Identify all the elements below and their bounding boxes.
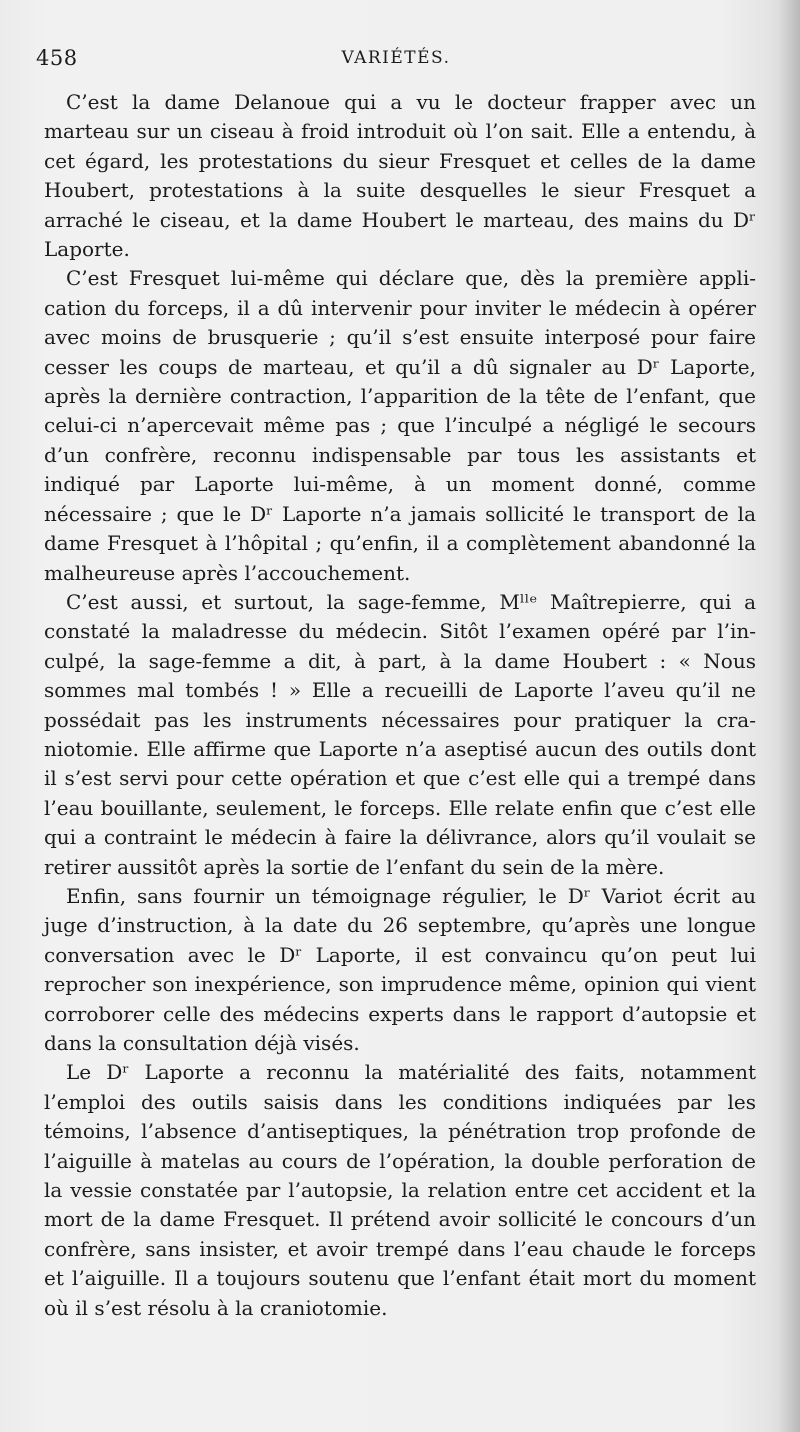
page-edge-shadow	[778, 0, 800, 1432]
body-text	[44, 88, 756, 1323]
paragraph-fresquet: C’est Fresquet lui-même qui déclare que, dès la première application du forceps, il a dû intervenir pour inviter le médecin à opérer avec moins de brusquerie ; qu’il s’est ensuite interposé pour faire cesser les coups de marteau, et qu’il a dû signaler au Dʳ Laporte, après la dernière contraction, l’apparition de la tête de l’enfant, que celui-ci n’apercevait même pas ; que l’inculpé a négligé le secours d’un confrère, reconnu indispensable par tous les assistants et indiqué par Laporte lui-même, à un moment donné, comme nécessaire ; que le Dʳ Laporte n’a jamais sollicité le transport de la dame Fresquet à l’hôpital ; qu’enfin, il a complètement abandonné la malheureuse après l’accouchement.	[44, 266, 756, 585]
page-number: 458	[36, 46, 78, 70]
page-header	[36, 46, 756, 76]
running-title: VARIÉTÉS.	[341, 48, 451, 68]
paragraph-sage-femme: C’est aussi, et surtout, la sage-femme, Mˡˡᵉ Maîtrepierre, qui a constaté la maladresse du médecin. Sitôt l’examen opéré par l’inculpé, la sage-femme a dit, à part, à la dame Houbert : « Nous sommes mal tombés ! » Elle a recueilli de Laporte l’aveu qu’il ne possédait pas les instruments nécessaires pour pratiquer la craniotomie. Elle affirme que Laporte n’a aseptisé aucun des outils dont il s’est servi pour cette opération et que c’est elle qui a trempé dans l’eau bouillante, seulement, le forceps. Elle relate enfin que c’est elle qui a contraint le médecin à faire la délivrance, alors qu’il voulait se retirer aussitôt après la sortie de l’enfant du sein de la mère.	[44, 589, 756, 879]
paragraph-delanoue: C’est la dame Delanoue qui a vu le docteur frapper avec un marteau sur un ciseau à froid introduit où l’on sait. Elle a entendu, à cet égard, les protestations du sieur Fresquet et celles de la dame Houbert, protestations à la suite desquelles le sieur Fresquet a arraché le ciseau, et la dame Houbert le marteau, des mains du Dʳ Laporte.	[44, 90, 756, 262]
paragraph-variot: Enfin, sans fournir un témoignage régulier, le Dʳ Variot écrit au juge d’instruction, à la date du 26 septembre, qu’après une longue conversation avec le Dʳ Laporte, il est convaincu qu’on peut lui reprocher son inexpérience, son imprudence même, opinion qui vient corroborer celle des médecins experts dans le rapport d’autopsie et dans la consultation déjà visés.	[44, 883, 756, 1055]
paragraph-laporte: Le Dʳ Laporte a reconnu la matérialité des faits, notamment l’emploi des outils saisis dans les conditions indiquées par les témoins, l’absence d’antiseptiques, la pénétration trop profonde de l’aiguille à matelas au cours de l’opération, la double perforation de la vessie constatée par l’autopsie, la relation entre cet accident et la mort de la dame Fresquet. Il prétend avoir sollicité le concours d’un confrère, sans insister, et avoir trempé dans l’eau chaude le forceps et l’aiguille. Il a toujours soutenu que l’enfant était mort du moment où il s’est résolu à la craniotomie.	[44, 1060, 756, 1320]
